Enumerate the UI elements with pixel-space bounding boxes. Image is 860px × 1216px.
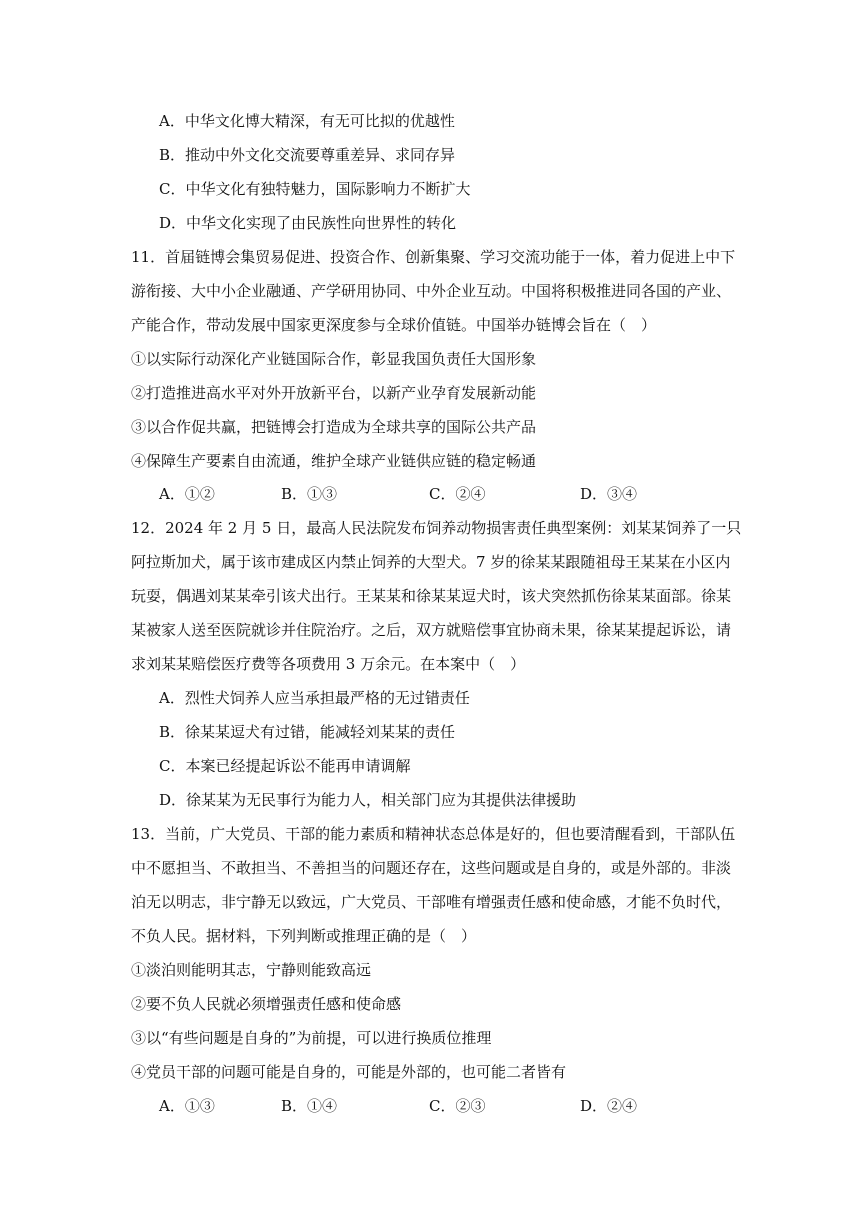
- q11-choice-d: D．③④: [580, 485, 638, 503]
- q11-item-2: ②打造推进高水平对外开放新平台，以新产业孕育发展新动能: [131, 384, 537, 402]
- q12-stem-line: 玩耍，偶遇刘某某牵引该犬出行。王某某和徐某某逗犬时，该犬突然抓伤徐某某面部。徐某: [131, 587, 732, 605]
- q12-option-a: A．烈性犬饲养人应当承担最严格的无过错责任: [159, 689, 470, 707]
- q10-option-b: B．推动中外文化交流要尊重差异、求同存异: [159, 146, 456, 164]
- q12-stem-line: 某被家人送至医院就诊并住院治疗。之后，双方就赔偿事宜协商未果，徐某某提起诉讼，请: [131, 621, 732, 639]
- q11-choice-b: B．①③: [281, 485, 338, 503]
- q13-item-1: ①淡泊则能明其志，宁静则能致高远: [131, 961, 372, 979]
- q13-stem-line: 13．当前，广大党员、干部的能力素质和精神状态总体是好的，但也要清醒看到，干部队伍: [131, 825, 736, 843]
- q11-item-3: ③以合作促共赢，把链博会打造成为全球共享的国际公共产品: [131, 418, 537, 436]
- q13-item-2: ②要不负人民就必须增强责任感和使命感: [131, 995, 402, 1013]
- q11-item-4: ④保障生产要素自由流通，维护全球产业链供应链的稳定畅通: [131, 452, 537, 470]
- q13-stem-line: 泊无以明志，非宁静无以致远，广大党员、干部唯有增强责任感和使命感，才能不负时代，: [131, 893, 732, 911]
- q13-choice-b: B．①④: [281, 1097, 338, 1115]
- q12-option-d: D．徐某某为无民事行为能力人，相关部门应为其提供法律援助: [159, 791, 577, 809]
- q11-item-1: ①以实际行动深化产业链国际合作，彰显我国负责任大国形象: [131, 350, 537, 368]
- q13-item-3: ③以“有些问题是自身的”为前提，可以进行换质位推理: [131, 1029, 492, 1047]
- q10-option-d: D．中华文化实现了由民族性向世界性的转化: [159, 214, 457, 232]
- q13-item-4: ④党员干部的问题可能是自身的，可能是外部的，也可能二者皆有: [131, 1063, 567, 1081]
- q13-choice-a: A．①③: [159, 1097, 215, 1115]
- q12-option-b: B．徐某某逗犬有过错，能减轻刘某某的责任: [159, 723, 456, 741]
- q10-option-c: C．中华文化有独特魅力，国际影响力不断扩大: [159, 180, 471, 198]
- q12-stem-line: 12．2024 年 2 月 5 日，最高人民法院发布饲养动物损害责任典型案例：刘某某饲养了一只: [131, 519, 742, 537]
- q13-choice-c: C．②③: [429, 1097, 486, 1115]
- q11-stem-line: 游衔接、大中小企业融通、产学研用协同、中外企业互动。中国将积极推进同各国的产业、: [131, 282, 732, 300]
- q11-choice-a: A．①②: [159, 485, 215, 503]
- q11-stem-line: 11．首届链博会集贸易促进、投资合作、创新集聚、学习交流功能于一体，着力促进上中下: [131, 248, 736, 266]
- q13-choice-d: D．②④: [580, 1097, 638, 1115]
- q12-stem-line: 阿拉斯加犬，属于该市建成区内禁止饲养的大型犬。7 岁的徐某某跟随祖母王某某在小区内: [131, 553, 731, 571]
- q10-option-a: A．中华文化博大精深，有无可比拟的优越性: [159, 112, 455, 130]
- q12-stem-line: 求刘某某赔偿医疗费等各项费用 3 万余元。在本案中（ ）: [131, 655, 526, 673]
- q13-stem-line: 不负人民。据材料，下列判断或推理正确的是（ ）: [131, 927, 477, 945]
- q12-option-c: C．本案已经提起诉讼不能再申请调解: [159, 757, 411, 775]
- q11-choice-c: C．②④: [429, 485, 486, 503]
- q11-stem-line: 产能合作，带动发展中国家更深度参与全球价值链。中国举办链博会旨在（ ）: [131, 316, 657, 334]
- q13-stem-line: 中不愿担当、不敢担当、不善担当的问题还存在，这些问题或是自身的，或是外部的。非淡: [131, 859, 732, 877]
